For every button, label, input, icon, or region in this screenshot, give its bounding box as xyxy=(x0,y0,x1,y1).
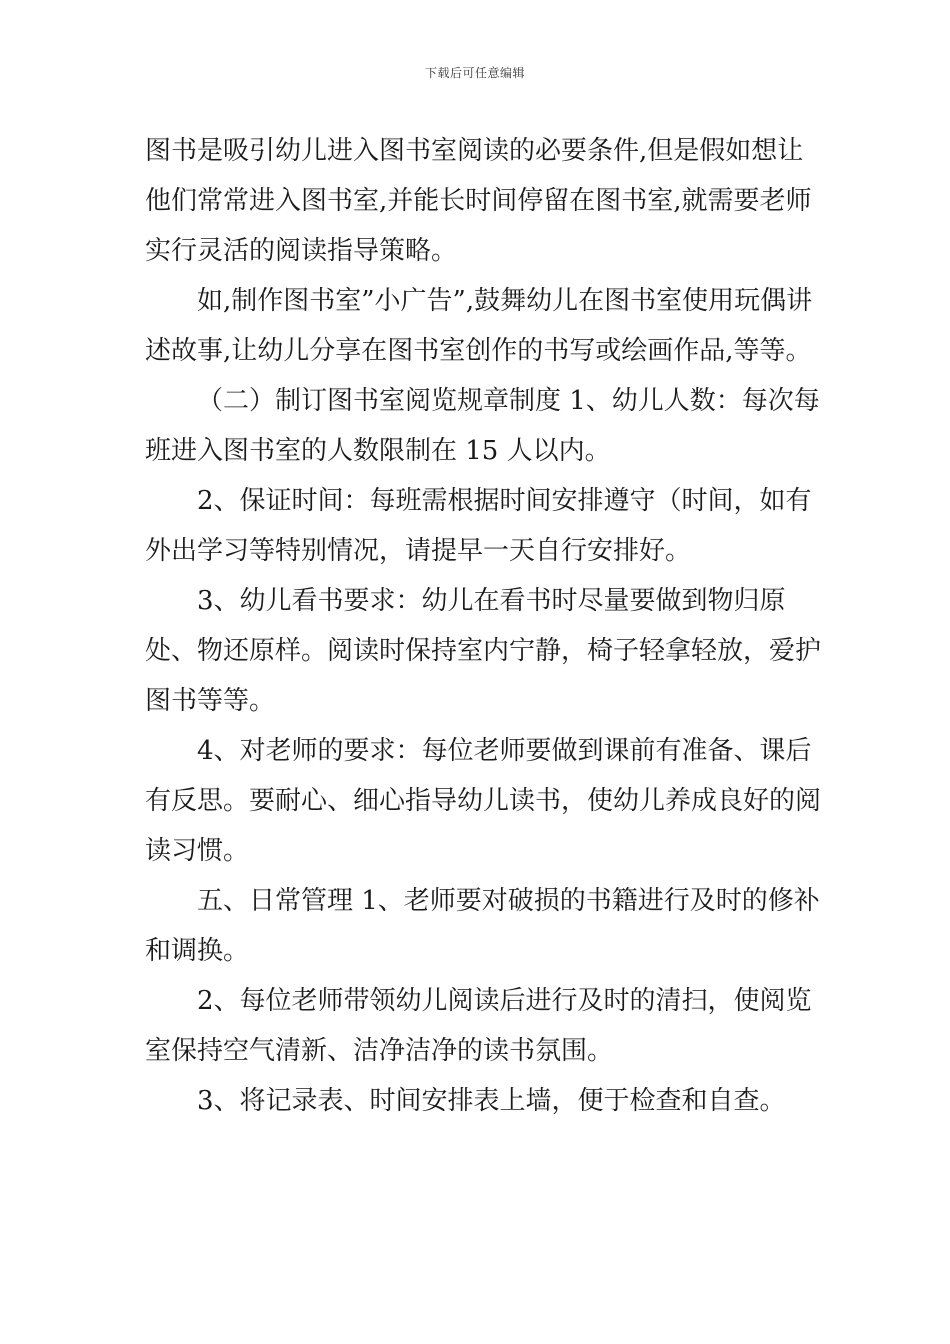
paragraph-records: 3、将记录表、时间安排表上墙，便于检查和自查。 xyxy=(197,1086,786,1116)
paragraph-reading-requirements: 3、幼儿看书要求：幼儿在看书时尽量要做到物归原处、物还原样。阅读时保持室内宁静，椅子轻拿轻放，爱护图书等等。 xyxy=(145,586,822,716)
paragraph-teacher-requirements: 4、对老师的要求：每位老师要做到课前有准备、课后有反思。要耐心、细心指导幼儿读书，使幼儿养成良好的阅读习惯。 xyxy=(145,736,822,866)
document-body xyxy=(145,126,825,1126)
paragraph-cleaning: 2、每位老师带领幼儿阅读后进行及时的清扫，使阅览室保持空气清新、洁净洁净的读书氛围。 xyxy=(145,986,812,1066)
paragraph-example: 如,制作图书室”小广告”,鼓舞幼儿在图书室使用玩偶讲述故事,让幼儿分享在图书室创作的书写或绘画作品,等等。 xyxy=(145,286,813,366)
paragraph-rules-heading: （二）制订图书室阅览规章制度 1、幼儿人数：每次每班进入图书室的人数限制在 15 人以内。 xyxy=(145,386,820,466)
paragraph-intro: 图书是吸引幼儿进入图书室阅读的必要条件,但是假如想让他们常常进入图书室,并能长时间停留在图书室,就需要老师实行灵活的阅读指导策略。 xyxy=(145,136,812,266)
paragraph-daily-management: 五、日常管理 1、老师要对破损的书籍进行及时的修补和调换。 xyxy=(145,886,820,966)
page-header-note: 下载后可任意编辑 xyxy=(424,66,525,80)
paragraph-time: 2、保证时间：每班需根据时间安排遵守（时间，如有外出学习等特别情况，请提早一天自行安排好。 xyxy=(145,486,812,566)
